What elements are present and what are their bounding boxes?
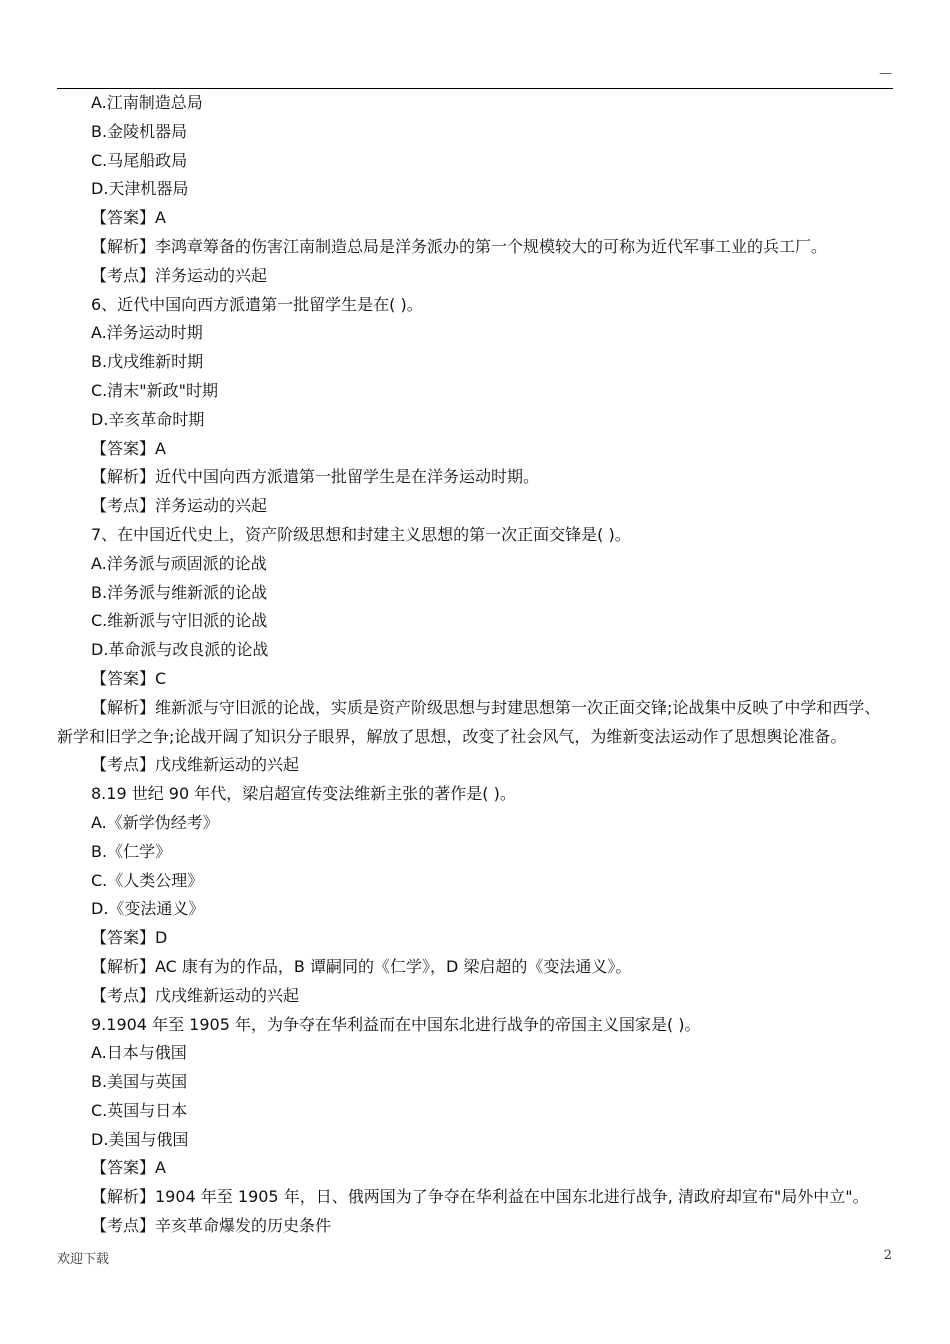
text-line: 【解析】1904 年至 1905 年，日、俄两国为了争夺在华利益在中国东北进行战争, 清政府却宣布"局外中立"。 bbox=[91, 1187, 869, 1207]
text-line: 【考点】洋务运动的兴起 bbox=[91, 265, 268, 285]
text-line: 【答案】A bbox=[91, 208, 166, 228]
text-line: D.辛亥革命时期 bbox=[91, 409, 205, 429]
text-line: 6、近代中国向西方派遣第一批留学生是在( )。 bbox=[91, 294, 423, 314]
text-line: C.清末"新政"时期 bbox=[91, 380, 218, 400]
text-line: B.《仁学》 bbox=[91, 841, 172, 861]
text-line: C.《人类公理》 bbox=[91, 870, 204, 890]
text-line: 7、在中国近代史上，资产阶级思想和封建主义思想的第一次正面交锋是( )。 bbox=[91, 524, 631, 544]
text-line: B.金陵机器局 bbox=[91, 121, 188, 141]
text-line: B.洋务派与维新派的论战 bbox=[91, 582, 268, 602]
text-line: 【答案】D bbox=[91, 928, 168, 948]
text-line: D.美国与俄国 bbox=[91, 1129, 189, 1149]
text-line: 【考点】戊戌维新运动的兴起 bbox=[91, 755, 300, 775]
text-line: A.洋务派与顽固派的论战 bbox=[91, 553, 267, 573]
question-block-1 bbox=[57, 89, 895, 694]
text-line: A.江南制造总局 bbox=[91, 93, 203, 112]
text-line: 【解析】AC 康有为的作品，B 谭嗣同的《仁学》，D 梁启超的《变法通义》。 bbox=[91, 956, 632, 976]
page-content bbox=[57, 89, 895, 1241]
header-mark: — bbox=[879, 66, 892, 81]
text-line: 【答案】A bbox=[91, 1158, 166, 1178]
text-line: 8.19 世纪 90 年代，梁启超宣传变法维新主张的著作是( )。 bbox=[91, 784, 516, 804]
text-line: C.英国与日本 bbox=[91, 1100, 188, 1120]
text-line: A.洋务运动时期 bbox=[91, 323, 203, 343]
text-line: 9.1904 年至 1905 年，为争夺在华利益而在中国东北进行战争的帝国主义国家是( )。 bbox=[91, 1014, 701, 1034]
text-line: 【答案】C bbox=[91, 668, 167, 688]
text-line: 【解析】李鸿章筹备的伤害江南制造总局是洋务派办的第一个规模较大的可称为近代军事工业的兵工厂。 bbox=[91, 236, 828, 256]
text-line: 【解析】近代中国向西方派遣第一批留学生是在洋务运动时期。 bbox=[91, 467, 540, 487]
text-line: 【答案】A bbox=[91, 438, 166, 458]
page-number: 2 bbox=[883, 1248, 892, 1263]
analysis-paragraph: 【解析】维新派与守旧派的论战，实质是资产阶级思想与封建思想第一次正面交锋;论战集中反映了中学和西学、新学和旧学之争;论战开阔了知识分子眼界，解放了思想，改变了社会风气，为维新变法运动作了思想舆论准备。 bbox=[57, 697, 881, 746]
text-line: 【考点】辛亥革命爆发的历史条件 bbox=[91, 1216, 332, 1236]
text-line: 【考点】戊戌维新运动的兴起 bbox=[91, 985, 300, 1005]
text-line: B.美国与英国 bbox=[91, 1072, 188, 1092]
text-line: D.天津机器局 bbox=[91, 179, 189, 199]
text-line: C.马尾船政局 bbox=[91, 150, 188, 170]
question-block-2 bbox=[57, 751, 895, 1241]
text-line: A.日本与俄国 bbox=[91, 1043, 187, 1063]
footer-welcome: 欢迎下载 bbox=[57, 1252, 110, 1267]
text-line: D.《变法通义》 bbox=[91, 899, 205, 919]
text-line: A.《新学伪经考》 bbox=[91, 812, 219, 832]
text-line: 【考点】洋务运动的兴起 bbox=[91, 496, 268, 516]
text-line: B.戊戌维新时期 bbox=[91, 352, 204, 372]
text-line: C.维新派与守旧派的论战 bbox=[91, 611, 268, 631]
text-line: D.革命派与改良派的论战 bbox=[91, 640, 269, 660]
